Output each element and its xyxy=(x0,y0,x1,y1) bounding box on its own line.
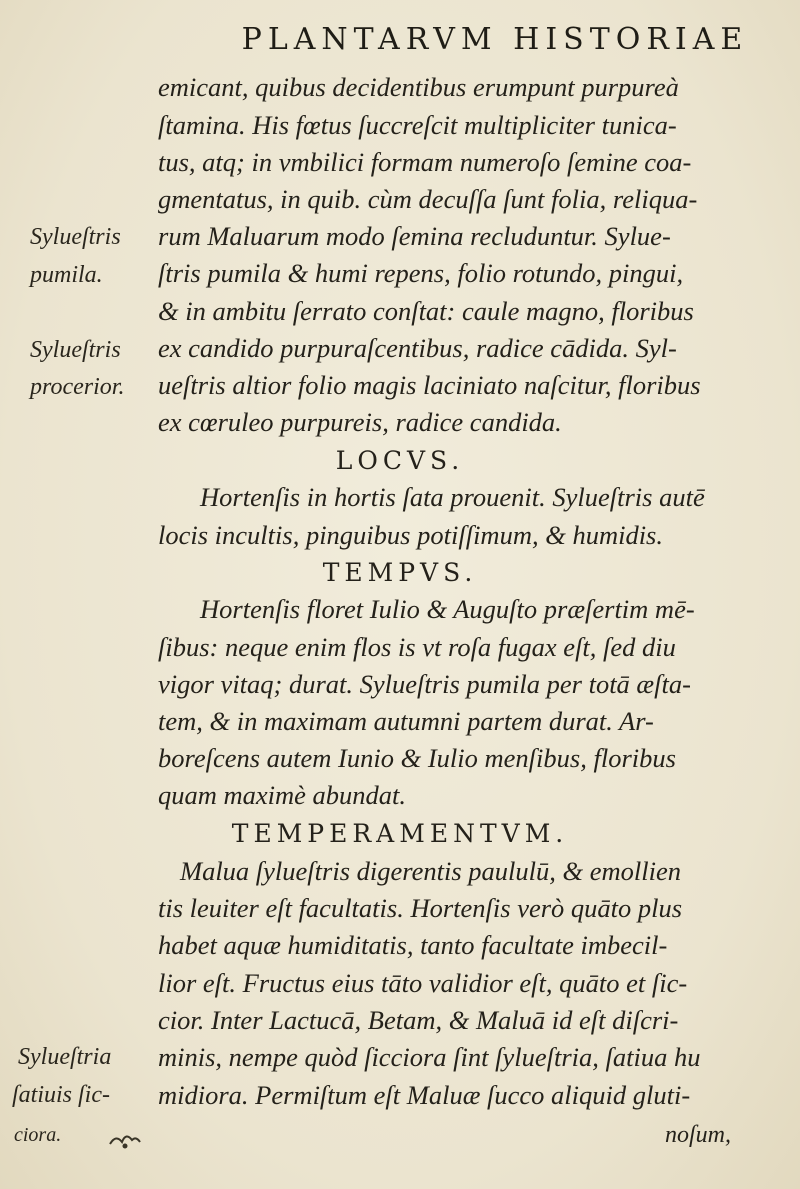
text-line: emicant, quibus decidentibus erumpunt purpureà xyxy=(158,72,679,102)
margin-note: Sylueſtris xyxy=(30,337,121,363)
text-line: ueſtris altior folio magis laciniato naſcitur, floribus xyxy=(158,370,701,400)
text-line: boreſcens autem Iunio & Iulio menſibus, floribus xyxy=(158,743,676,773)
text-line: Malua ſylueſtris digerentis paululū, & emollien xyxy=(180,856,681,886)
text-line: gmentatus, in quib. cùm decuſſa ſunt folia, reliqua- xyxy=(158,184,698,214)
text-line: & in ambitu ſerrato conſtat: caule magno, floribus xyxy=(158,296,694,326)
running-head: PLANTARVM HISTORIAE xyxy=(241,22,749,57)
text-line: quam maximè abundat. xyxy=(158,780,407,810)
margin-note: pumila. xyxy=(30,262,103,288)
text-line: tus, atq; in vmbilici formam numeroſo ſemine coa- xyxy=(158,147,692,177)
text-line: ſtris pumila & humi repens, folio rotundo, pingui, xyxy=(158,258,684,288)
text-line: habet aquæ humiditatis, tanto facultate imbecil- xyxy=(158,930,668,960)
text-line: Hortenſis in hortis ſata prouenit. Sylueſtris autē xyxy=(200,482,705,512)
text-line: ex cœruleo purpureis, radice candida. xyxy=(158,407,562,437)
text-line: locis incultis, pinguibus potiſſimum, & humidis. xyxy=(158,520,663,550)
section-heading-temperamentum: TEMPERAMENTVM. xyxy=(231,819,569,848)
printer-ornament xyxy=(108,1128,142,1155)
text-line: ſtamina. His fœtus ſuccreſcit multipliciter tunica- xyxy=(158,110,677,140)
margin-note: procerior. xyxy=(30,374,125,400)
section-heading-locus: LOCVS. xyxy=(335,446,465,475)
margin-note: ſatiuis ſic- xyxy=(12,1082,110,1108)
text-line: minis, nempe quòd ſicciora ſint ſylueſtria, ſatiua hu xyxy=(158,1042,701,1072)
margin-note: Sylueſtria xyxy=(18,1044,112,1070)
text-line: midiora. Permiſtum eſt Maluæ ſucco aliquid gluti- xyxy=(158,1080,691,1110)
text-line: ſibus: neque enim flos is vt roſa fugax eſt, ſed diu xyxy=(158,632,676,662)
text-line: Hortenſis floret Iulio & Auguſto præſertim mē- xyxy=(200,594,695,624)
text-line: cior. Inter Lactucā, Betam, & Maluā id eſt diſcri- xyxy=(158,1005,679,1035)
text-line: lior eſt. Fructus eius tāto validior eſt, quāto et ſic- xyxy=(158,968,688,998)
text-line: rum Maluarum modo ſemina recluduntur. Sylue- xyxy=(158,221,671,251)
text-line: tem, & in maximam autumni partem durat. Ar- xyxy=(158,706,654,736)
text-line: vigor vitaq; durat. Sylueſtris pumila per totā æſta- xyxy=(158,669,691,699)
margin-note: Sylueſtris xyxy=(30,224,121,250)
text-line: ex candido purpuraſcentibus, radice cādida. Syl- xyxy=(158,333,677,363)
margin-note: ciora. xyxy=(14,1124,62,1146)
section-heading-tempus: TEMPVS. xyxy=(322,558,478,587)
text-line: tis leuiter eſt facultatis. Hortenſis verò quāto plus xyxy=(158,893,683,923)
catchword: noſum, xyxy=(665,1122,731,1148)
